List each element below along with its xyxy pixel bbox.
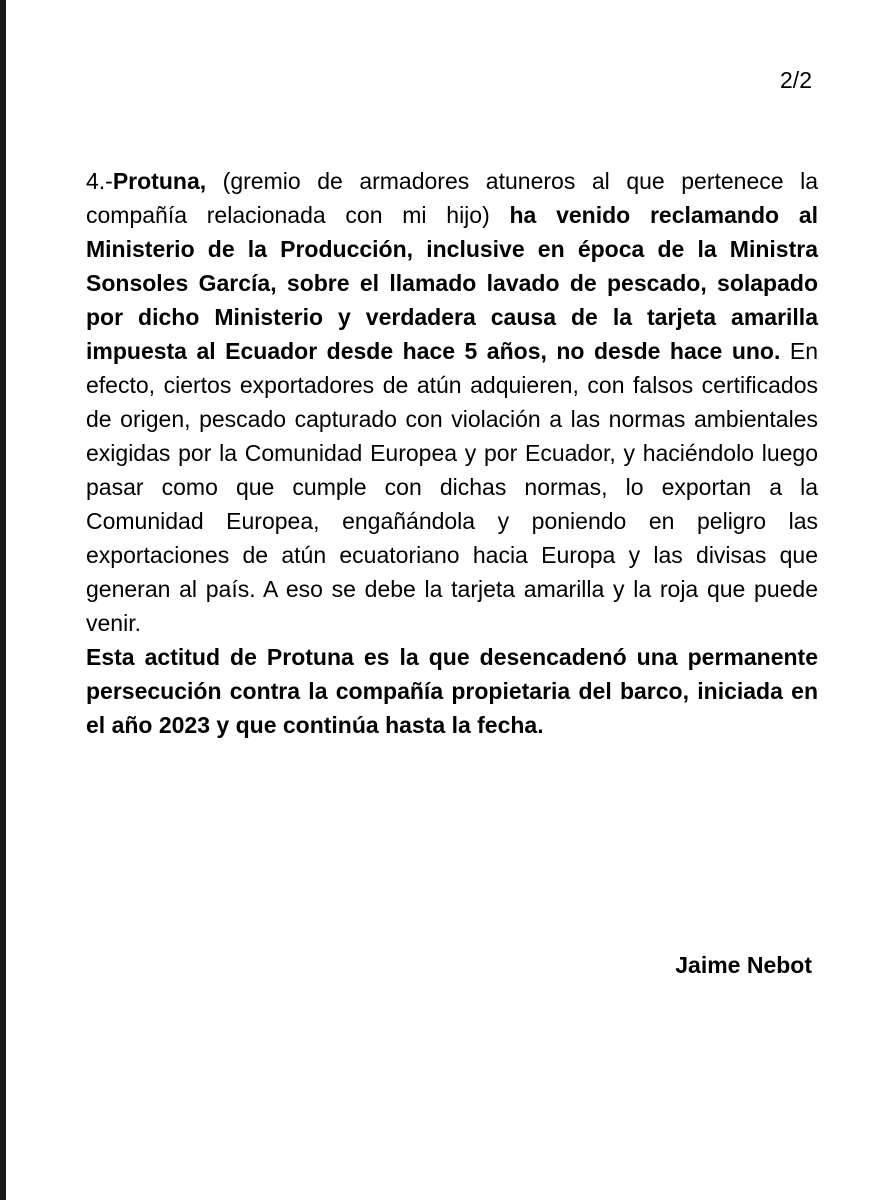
page-number: 2/2 (780, 67, 812, 93)
claim-text: ha venido reclamando al Ministerio de la Producción, inclusive en época de la Ministra Sonsoles García, sobre el llamado lavado de pescado, solapado por dicho Ministerio y verdadera causa de la tarjeta amarilla impuesta al Ecuador desde hace 5 años, no desde hace uno. (86, 202, 818, 364)
aside-text: (gremio de armadores atuneros al que pertenece la compañía relacionada con mi hijo) (86, 168, 818, 228)
paragraph-point-4 (86, 164, 818, 640)
closing-text: Esta actitud de Protuna es la que desencadenó una permanente persecución contra la compañía propietaria del barco, iniciada en el año 2023 y que continúa hasta la fecha. (86, 644, 818, 738)
point-number: 4.- (86, 168, 113, 194)
closing-paragraph (86, 640, 818, 742)
explanation-text: En efecto, ciertos exportadores de atún adquieren, con falsos certificados de origen, pescado capturado con violación a las normas ambientales exigidas por la Comunidad Europea y por Ecuador, y haciéndolo luego pasar como que cumple con dichas normas, lo exportan a la Comunidad Europea, engañándola y poniendo en peligro las exportaciones de atún ecuatoriano hacia Europa y las divisas que generan al país. A eso se debe la tarjeta amarilla y la roja que puede venir. (86, 338, 818, 636)
org-name: Protuna, (112, 168, 207, 194)
document-page (6, 0, 886, 1200)
signature-name: Jaime Nebot (675, 952, 812, 978)
letter-body (86, 164, 818, 742)
